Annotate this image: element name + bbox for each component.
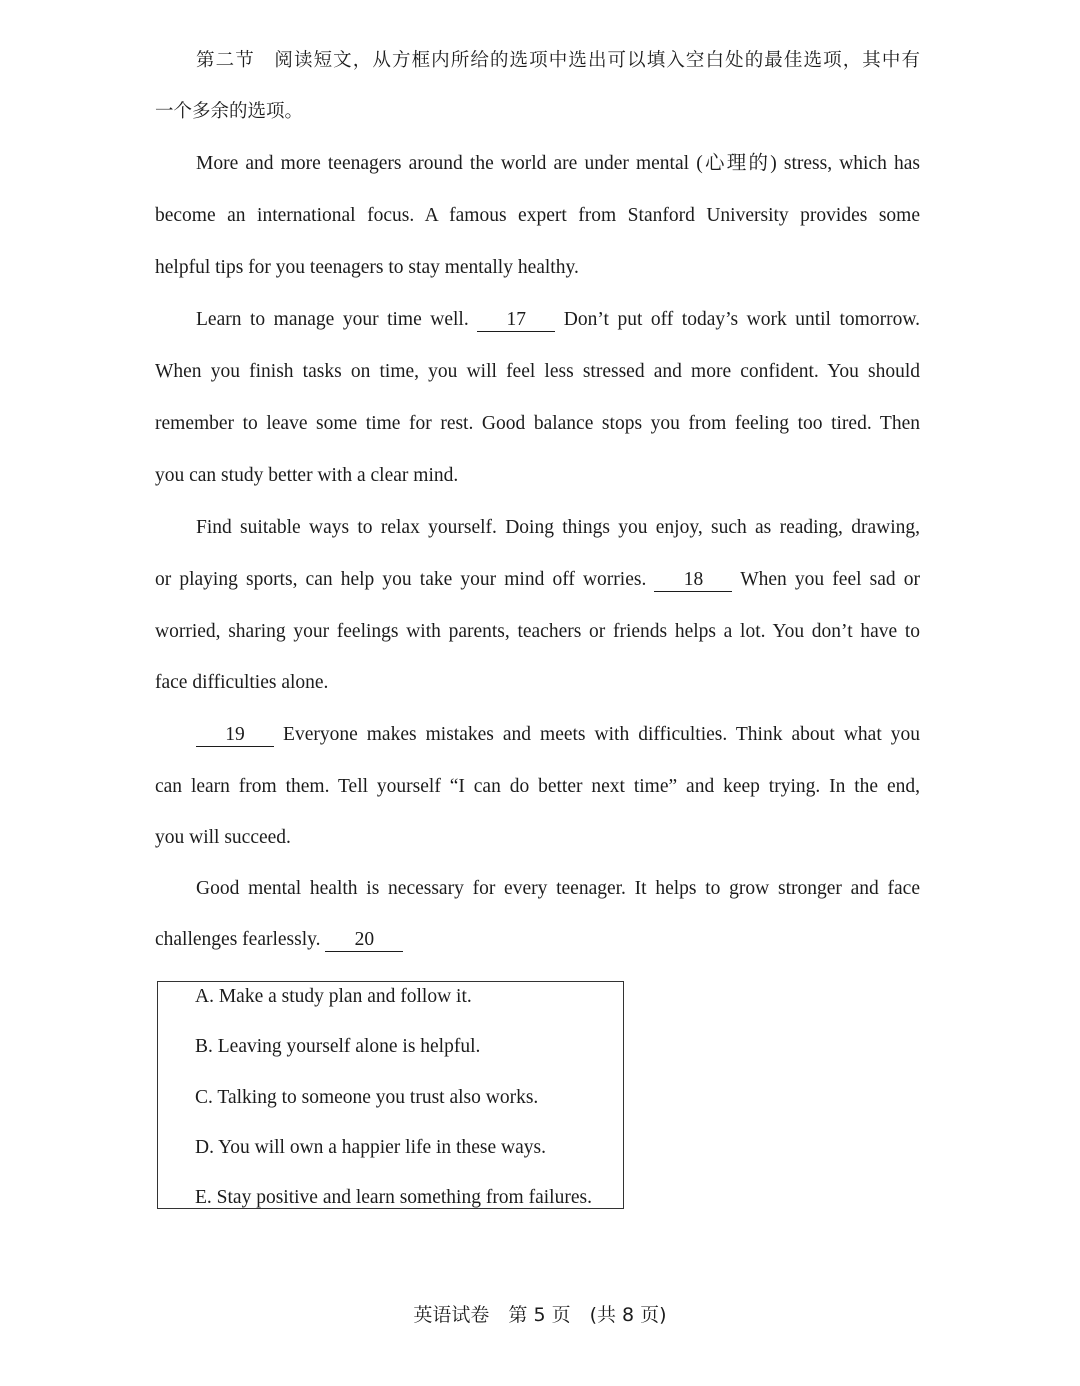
passage-p2-line2: When you finish tasks on time, you will feel less stressed and more confident. You should [155, 361, 920, 382]
option-a: A. Make a study plan and follow it. [195, 986, 472, 1007]
option-b: B. Leaving yourself alone is helpful. [195, 1036, 481, 1057]
text-span: Learn to manage your time well. [196, 309, 469, 330]
option-e: E. Stay positive and learn something from failures. [195, 1187, 592, 1208]
passage-p3-line1: Find suitable ways to relax yourself. Doing things you enjoy, such as reading, drawing, [196, 517, 920, 538]
passage-p4-line2: can learn from them. Tell yourself “I can do better next time” and keep trying. In the end, [155, 776, 920, 797]
passage-p1-line3: helpful tips for you teenagers to stay mentally healthy. [155, 257, 579, 278]
section-instruction-line2: 一个多余的选项。 [155, 101, 304, 122]
passage-p4-line1 [196, 722, 920, 748]
passage-p5-line1: Good mental health is necessary for every teenager. It helps to grow stronger and face [196, 878, 920, 899]
passage-p3-line4: face difficulties alone. [155, 672, 329, 693]
blank-20: 20 [325, 929, 403, 952]
section-instruction-line1: 第二节 阅读短文，从方框内所给的选项中选出可以填入空白处的最佳选项，其中有 [196, 50, 920, 71]
passage-p1-line2: become an international focus. A famous expert from Stanford University provides some [155, 205, 920, 226]
passage-p2-line1 [196, 307, 920, 333]
text-span: challenges fearlessly. [155, 929, 321, 950]
options-box [157, 981, 624, 1209]
text-span: When you feel sad or [740, 569, 920, 590]
blank-19: 19 [196, 724, 274, 747]
text-span: or playing sports, can help you take your mind off worries. [155, 569, 647, 590]
page-footer: 英语试卷 第 5 页 (共 8 页) [413, 1304, 667, 1326]
passage-p4-line3: you will succeed. [155, 827, 291, 848]
blank-17: 17 [477, 309, 555, 332]
option-c: C. Talking to someone you trust also works. [195, 1087, 539, 1108]
passage-p2-line4: you can study better with a clear mind. [155, 465, 459, 486]
passage-p2-line3: remember to leave some time for rest. Good balance stops you from feeling too tired. Then [155, 413, 920, 434]
option-d: D. You will own a happier life in these ways. [195, 1137, 546, 1158]
passage-p3-line3: worried, sharing your feelings with parents, teachers or friends helps a lot. You don’t have to [155, 621, 920, 642]
blank-18: 18 [654, 569, 732, 592]
text-span: Don’t put off today’s work until tomorrow. [563, 309, 921, 330]
text-span: Everyone makes mistakes and meets with difficulties. Think about what you [283, 724, 921, 745]
passage-p5-line2 [155, 927, 920, 953]
passage-p3-line2 [155, 567, 920, 593]
passage-p1-line1: More and more teenagers around the world are under mental (心理的) stress, which has [196, 153, 920, 174]
